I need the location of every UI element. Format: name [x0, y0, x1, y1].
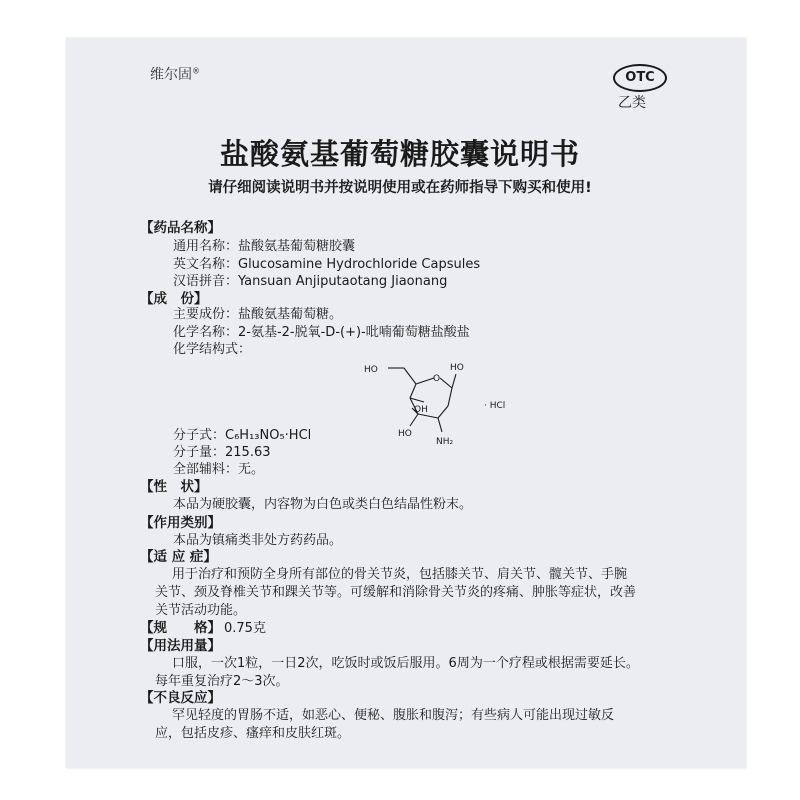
section-heading-adverse: 【不良反应】: [140, 690, 221, 706]
section-heading-category: 【作用类别】: [140, 515, 221, 531]
appearance-text: 本品为硬胶囊，内容物为白色或类白色结晶性粉末。: [173, 497, 473, 512]
adverse-line: 应，包括皮疹、瘙痒和皮肤红斑。: [155, 726, 351, 741]
structure-nh2-label: NH₂: [436, 437, 454, 447]
structure-label: 化学结构式：: [173, 342, 252, 357]
section-heading-drug-name: 【药品名称】: [140, 220, 221, 236]
chemical-structure-diagram: [360, 356, 530, 456]
structure-ho-label: HO: [364, 365, 378, 375]
excipients: 全部辅料：无。: [173, 462, 265, 477]
structure-ho-label-3: HO: [398, 429, 412, 439]
section-heading-appearance: 【性 状】: [140, 479, 208, 495]
indications-line: 关节、颈及脊椎关节和踝关节等。可缓解和消除骨关节炎的疼痛、肿胀等症状，改善: [155, 585, 637, 600]
english-name: 英文名称：Glucosamine Hydrochloride Capsules: [173, 257, 481, 272]
adverse-line: 罕见轻度的胃肠不适，如恶心、便秘、腹胀和腹泻；有些病人可能出现过敏反: [172, 708, 615, 723]
structure-ho-label-2: HO: [450, 363, 464, 373]
spec-value: 0.75克: [224, 621, 266, 636]
main-ingredient: 主要成份：盐酸氨基葡萄糖。: [173, 307, 343, 322]
generic-name: 通用名称：盐酸氨基葡萄糖胶囊: [173, 239, 356, 254]
pinyin-name: 汉语拼音：Yansuan Anjiputaotang Jiaonang: [173, 274, 448, 289]
dosage-line: 口服，一次1粒，一日2次，吃饭时或饭后服用。6周为一个疗程或根据需要延长。: [172, 656, 639, 671]
section-heading-composition: 【成 份】: [140, 291, 208, 307]
document-subtitle: 请仔细阅读说明书并按说明使用或在药师指导下购买和使用!: [208, 180, 592, 196]
molecular-weight: 分子量：215.63: [173, 445, 271, 460]
molecular-formula: 分子式：C₆H₁₃NO₅·HCl: [173, 428, 312, 443]
brand-logo: 维尔固®: [150, 66, 200, 83]
structure-ring-oxygen: O: [433, 374, 441, 384]
indications-line: 用于治疗和预防全身所有部位的骨关节炎，包括膝关节、肩关节、髋关节、手腕: [172, 567, 628, 582]
section-heading-dosage: 【用法用量】: [140, 638, 221, 654]
document-title: 盐酸氨基葡萄糖胶囊说明书: [219, 137, 580, 171]
structure-hcl-label: · HCl: [484, 401, 506, 411]
otc-class-label: 乙类: [618, 95, 646, 111]
category-text: 本品为镇痛类非处方药药品。: [173, 533, 343, 548]
structure-oh-label: OH: [414, 405, 428, 415]
section-heading-indications: 【适 应 症】: [140, 549, 217, 565]
indications-line: 关节活动功能。: [155, 603, 247, 618]
chemical-name: 化学名称：2-氨基-2-脱氧-D-(+)-吡喃葡萄糖盐酸盐: [173, 325, 470, 340]
otc-badge: OTC: [613, 64, 667, 92]
dosage-line: 每年重复治疗2～3次。: [155, 674, 289, 689]
section-heading-spec: 【规 格】: [140, 620, 221, 636]
